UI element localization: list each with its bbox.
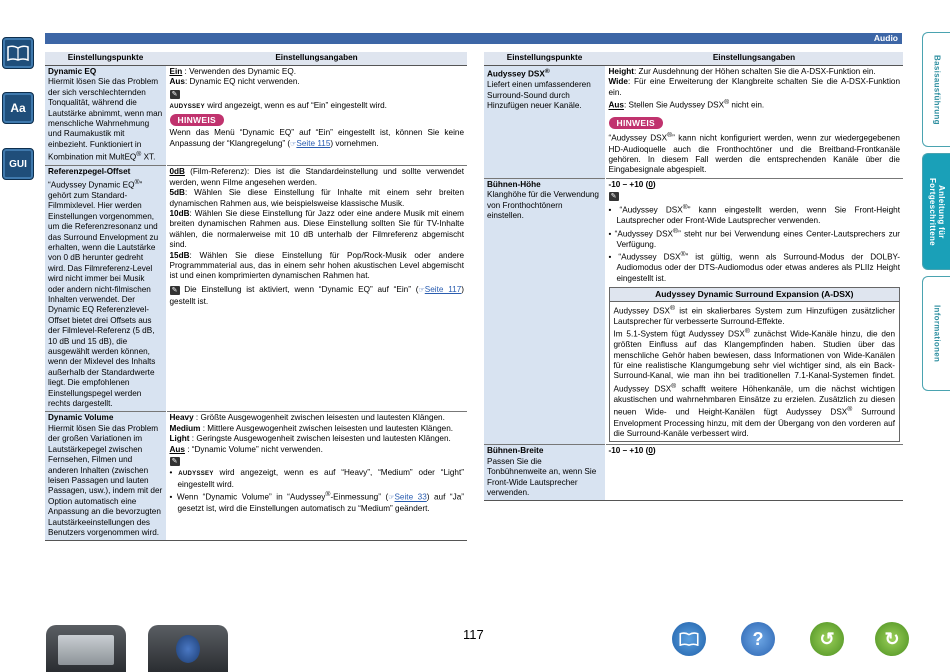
column-header-points: Einstellungspunkte <box>45 52 166 66</box>
option-label: Ein <box>169 67 183 76</box>
help-icon[interactable]: ? <box>741 622 775 656</box>
table-row: Bühnen-Höhe Klanghöhe für die Verwendung von Fronthochtönern einstellen. -10 – +10 (0) ✎ • “Audyssey DSX®” kann eingestellt werden, wenn Sie Front-Height Lautsprecher oder Front-Wide Lautsprecher verwenden. • “Audyssey DSX®” steht nur bei Verwendung eines Center-Lautsprechers zur Verfügung. • “Audyssey DSX®” ist gültig, wenn als Surround-Modus der DOLBY-Audiomodus oder der DTS-Audiomodus oder etwas anderes als PLIIz Height eingestellt ist. Audyssey Dynamic Surround Expansion (A-DSX) Audyssey DSX® ist ein skalierbares System zum Hinzufügen zusätzlicher Lautsprecher für verbesserte Surround-Effekte. Im 5.1-System fügt Audyssey DSX® zunächst Wide-Kanäle hinzu, die den größten Einfluss auf das Klangempfinden haben. Studien über das menschliche Gehör haben bewiesen, dass Informationen von Wide-Kanälen für eine realistische Klangumgebung sehr viel wichtiger sind, als ein Back-Surround-Kanal, wie man ihn bei traditionellen 7.1-Kanal-Systemen findet. Audyssey DSX® schafft weitere Höhenkanäle, um die nächst wichtigen akustischen und wahrnehmbaren Einsätze zu erzielen. Zusätzlich zu diesen neuen Wide- und Height-Kanälen fügt Audyssey DSX® Surround Envelopment Processing hinzu, mit dem der Übergang von den vorderen auf die Surround-Kanäle verbessert wird. <box>484 178 903 445</box>
page-ref-icon: ☞ <box>418 286 425 294</box>
column-header-details: Einstellungsangaben <box>166 52 467 66</box>
setting-name: Bühnen-Breite <box>487 446 544 456</box>
table-row: Dynamic Volume Hiermit lösen Sie das Problem der großen Variationen im Lautstärkepegel zwischen Fernsehen, Filmen und anderen Inhalten (zwischen leisen Passagen und lauten Passagen, usw.), indem mit der Option automatisch eine Anpassung an die bevorzugten Lautstärkeeinstellungen des Benutzers vorgenommen wird. Heavy : Größte Ausgewogenheit zwischen leisesten und lautesten Klängen. Medium : Mittlere Ausgewogenheit zwischen leisesten und lautesten Klängen. Light : Geringste Ausgewogenheit zwischen leisesten und lautesten Klängen. Aus : “Dynamic Volume” nicht verwenden. ✎ • AUDYSSEY wird angezeigt, wenn es auf “Heavy”, “Medium” oder “Light” eingestellt wird. • Wenn “Dynamic Volume” in “Audyssey®-Einmessung” (☞Seite 33) auf “Ja” gesetzt ist, wird die Einstellungen automatisch zu “Medium” geändert. <box>45 412 467 541</box>
font-icon[interactable]: Aa <box>2 92 34 124</box>
note-icon: ✎ <box>609 192 619 201</box>
setting-name: Referenzpegel-Offset <box>48 167 131 177</box>
remote-thumbnail[interactable] <box>148 625 228 672</box>
note-icon: ✎ <box>170 286 180 295</box>
table-row: Bühnen-Breite Passen Sie die Tonbühnenweite an, wenn Sie Front-Wide Lautsprecher verwenden. -10 – +10 (0) <box>484 445 903 501</box>
info-box-body: Audyssey DSX® ist ein skalierbares System zum Hinzufügen zusätzlicher Lautsprecher für verbesserte Surround-Effekte. Im 5.1-System fügt Audyssey DSX® zunächst Wide-Kanäle hinzu, die den größten Einfluss auf das Klangempfinden haben. Studien über das menschliche Gehör haben bewiesen, dass Informationen von Wide-Kanälen für eine realistische Klangumgebung sehr viel wichtiger sind, als ein Back-Surround-Kanal, wie man ihn bei traditionellen 7.1-Kanal-Systemen findet. Audyssey DSX® schafft weitere Höhenkanäle, um die nächst wichtigen akustischen und wahrnehmbaren Einsätze zu erzielen. Zusätzlich zu diesen neuen Wide- und Height-Kanälen fügt Audyssey DSX® Surround Envelopment Processing hinzu, mit dem der Übergang von den vorderen auf die Surround-Kanäle verbessert wird. <box>609 302 901 443</box>
audyssey-logo: AUDYSSEY <box>169 103 205 110</box>
tab-informationen[interactable]: Informationen <box>922 276 950 391</box>
info-box-title: Audyssey Dynamic Surround Expansion (A-DSX) <box>609 287 901 301</box>
setting-description: Hiermit lösen Sie das Problem der sich verschlechternden Tonqualität, während die Lautstärke abnimmt, wenn man menschliche Wahrnehmung und Raumakustik mit einbezieht. Funktioniert in Kombination mit MultEQ <box>48 77 163 162</box>
tab-basisausfuehrung[interactable]: Basisausführung <box>922 32 950 147</box>
forward-icon[interactable]: ↻ <box>875 622 909 656</box>
page-link[interactable]: Seite 117 <box>424 284 462 294</box>
column-header-details: Einstellungsangaben <box>605 52 903 66</box>
section-header-bar <box>45 33 902 44</box>
page-link[interactable]: Seite 33 <box>394 492 427 502</box>
tab-anleitung-fortgeschrittene[interactable]: Anleitung für Fortgeschrittene <box>922 153 950 270</box>
device-front-thumbnail[interactable] <box>46 625 126 672</box>
back-icon[interactable]: ↺ <box>810 622 844 656</box>
option-label: Aus <box>169 77 185 87</box>
page-link[interactable]: Seite 115 <box>296 138 331 148</box>
page-ref-icon: ☞ <box>290 140 297 148</box>
hinweis-badge: HINWEIS <box>170 114 224 126</box>
note-icon: ✎ <box>170 90 180 99</box>
gui-icon[interactable]: GUI <box>2 148 34 180</box>
table-row: Dynamic EQ Hiermit lösen Sie das Problem der sich verschlechternden Tonqualität, während die Lautstärke abnimmt, wenn man menschliche Wahrnehmung und Raumakustik mit einbezieht. Funktioniert in Kombination mit MultEQ® XT. Ein : Verwenden des Dynamic EQ. Aus: Dynamic EQ nicht verwenden. ✎ AUDYSSEY wird angezeigt, wenn es auf “Ein” eingestellt wird. HINWEIS Wenn das Menü “Dynamic EQ” auf “Ein” eingestellt ist, können Sie keine Anpassung der “Klangregelung” (☞Seite 115) vornehmen. <box>45 66 467 166</box>
settings-table-left <box>45 52 467 541</box>
page-ref-icon: ☞ <box>388 494 395 502</box>
table-row: Referenzpegel-Offset “Audyssey Dynamic EQ®” gehört zum Standard-Filmmixlevel. Hier werden Einstellungen vorgenommen, um die Referenzresonanz und das Surround Envelopment zu erhalten, wenn die Lautstärke von 0 dB herunter gedreht wird. Das Filmreferenz-Level wird nicht immer bei Musik oder andern nicht-filmischen Inhalten verwendet. Der Dynamic EQ Referenzlevel-Offset bietet drei Offsets aus der Filmlevel-Referenz (5 dB, 10 dB und 15 dB), die ausgewählt werden können, wenn der Mixlevel des Inhalts außerhalb der Standardwerte liegt. Die empfohlenen Einstellungspegel werden rechts dargestellt. 0dB (Film-Referenz): Dies ist die Standardeinstellung und sollte verwendet werden, wenn Filme angesehen werden. 5dB: Wählen Sie diese Einstellung für Inhalte mit einem sehr breiten dynamischen Rahmen aus, wie beispielsweise klassische Musik. 10dB: Wählen Sie diese Einstellung für Jazz oder eine andere Musik mit einem breiten dynamischen Rahmen aus. Diese Einstellung sollten Sie für TV-Inhalte wählen, die normalerweise mit 10 dB unterhalb der Filmreferenz abgemischt sind. 15dB: Wählen Sie diese Einstellung für Pop/Rock-Musik oder andere Programmmaterial aus, das in einem sehr hohen akustischen Level abgemischt ist und einen komprimierten dynamischen Rahmen hat. ✎ Die Einstellung ist aktiviert, wenn “Dynamic EQ” auf “Ein” (☞Seite 117) gestellt ist. <box>45 166 467 412</box>
note-icon: ✎ <box>170 457 180 466</box>
table-row: Audyssey DSX® Liefert einen umfassenderen Surround-Sound durch Hinzufügen neuer Kanäle. Height: Zur Ausdehnung der Höhen schalten Sie die A-DSX-Funktion ein. Wide: Für eine Erweiterung der Klangbreite schalten Sie die A-DSX-Funktion ein. Aus: Stellen Sie Audyssey DSX® nicht ein. HINWEIS “Audyssey DSX®” kann nicht konfiguriert werden, wenn zur wiedergegebenen HD-Audioquelle auch die Fronthochtöner und die Breitband-Frontkanäle gehören. In diesem Fall werden die entsprechenden Kanäle über die Eingabesignale abgespielt. <box>484 66 903 179</box>
book-icon[interactable] <box>2 37 34 69</box>
settings-table-right <box>484 52 903 501</box>
column-header-points: Einstellungspunkte <box>484 52 605 66</box>
hinweis-badge: HINWEIS <box>609 117 663 129</box>
contents-book-icon[interactable] <box>672 622 706 656</box>
setting-name: Dynamic EQ <box>48 67 97 76</box>
setting-name: Dynamic Volume <box>48 413 114 423</box>
section-title: Audio <box>873 33 898 43</box>
page-number: 117 <box>463 627 484 642</box>
setting-name: Bühnen-Höhe <box>487 179 541 189</box>
setting-name: Audyssey DSX <box>487 69 545 79</box>
audyssey-logo: AUDYSSEY <box>178 471 214 478</box>
